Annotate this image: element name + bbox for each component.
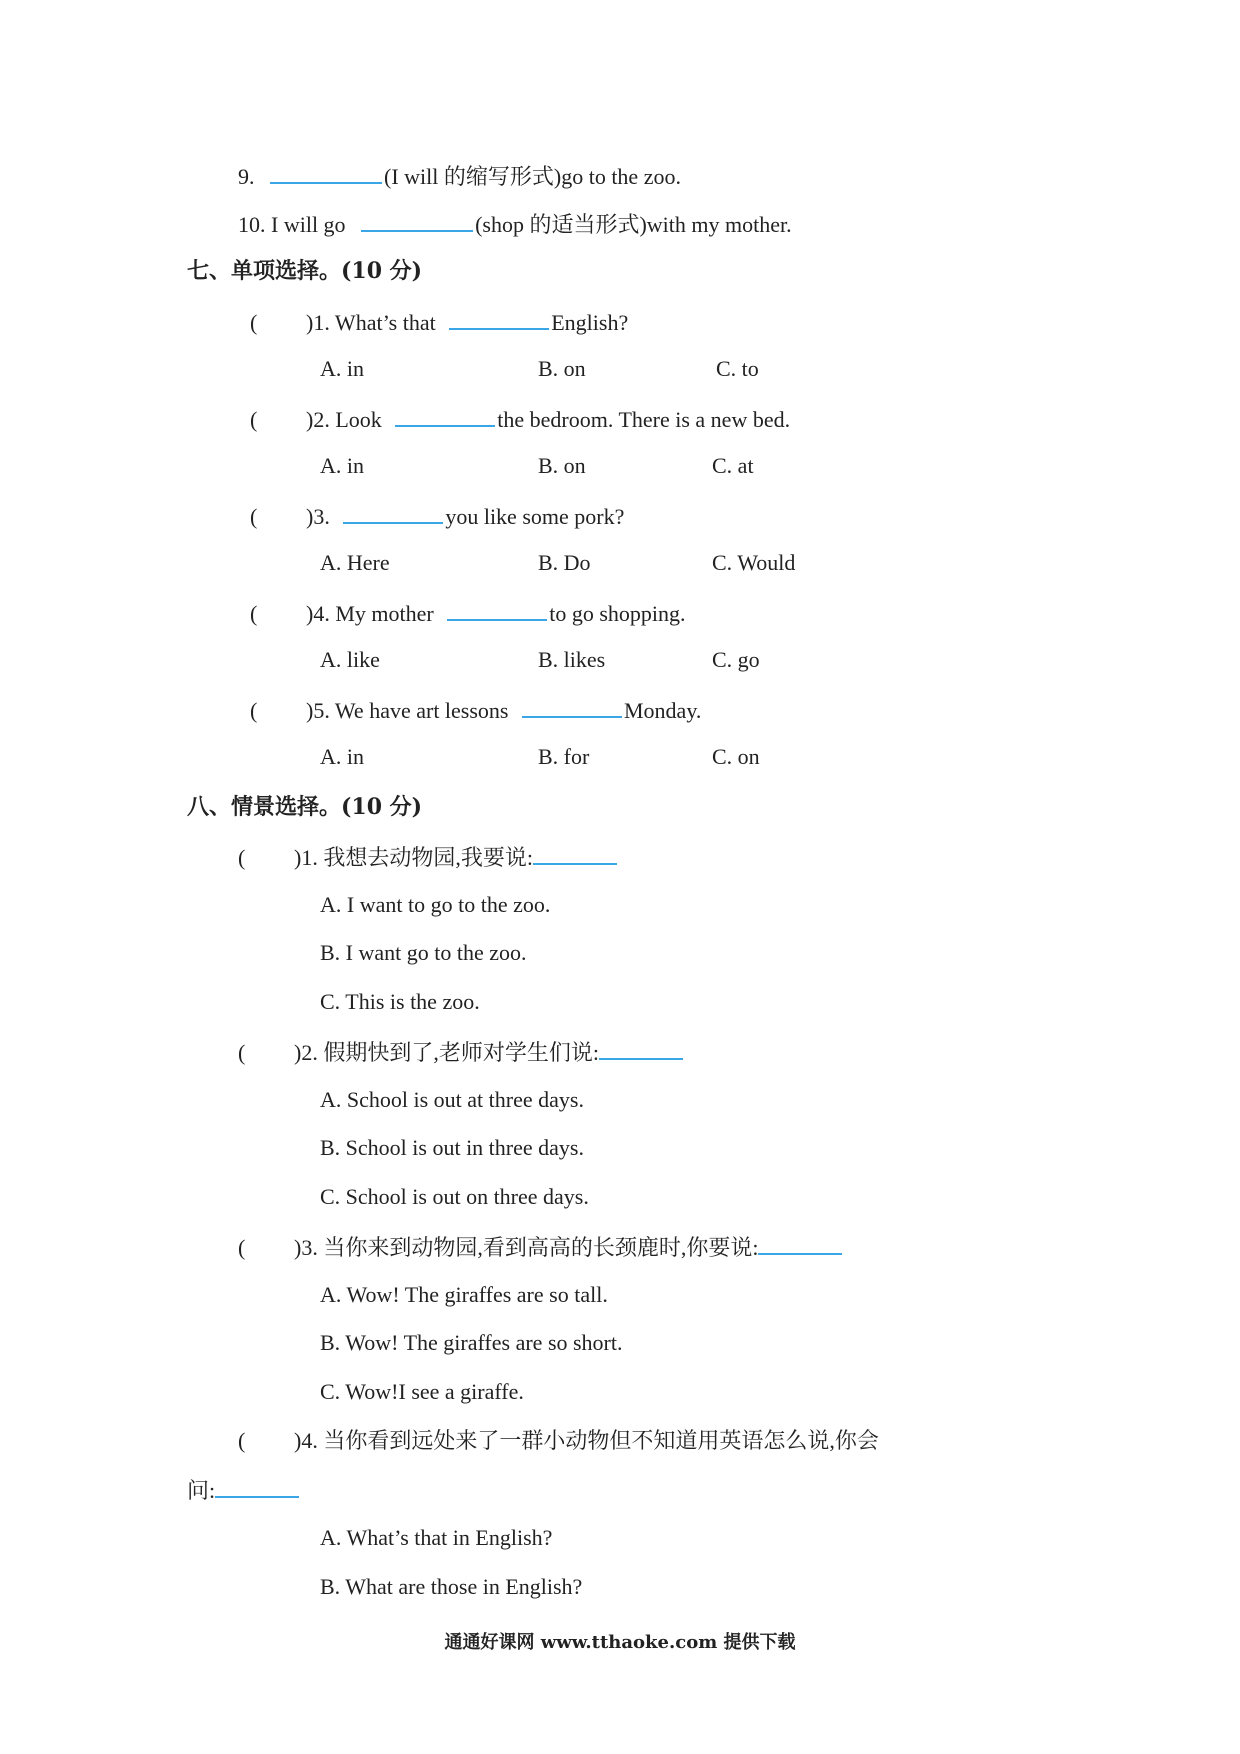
s8-question-3: ( )3. 当你来到动物园,看到高高的长颈鹿时,你要说: bbox=[238, 1231, 842, 1263]
answer-paren[interactable]: ( bbox=[238, 1040, 246, 1065]
answer-blank[interactable] bbox=[270, 160, 382, 184]
answer-paren[interactable]: ( bbox=[238, 845, 246, 870]
answer-blank[interactable] bbox=[361, 208, 473, 232]
s7-question-3: ( )3. you like some pork? bbox=[250, 500, 624, 532]
option-b: B. What are those in English? bbox=[320, 1574, 583, 1599]
answer-blank[interactable] bbox=[395, 403, 495, 427]
option-a: A. School is out at three days. bbox=[320, 1087, 584, 1112]
answer-blank[interactable] bbox=[599, 1036, 683, 1060]
fill-item-9 bbox=[238, 160, 681, 192]
option-c: C. go bbox=[712, 647, 760, 672]
s7-question-1: ( )1. What’s that English? bbox=[250, 306, 628, 338]
option-c: C. Wow!I see a giraffe. bbox=[320, 1379, 524, 1404]
option-b: B. Do bbox=[538, 550, 591, 575]
option-c: C. on bbox=[712, 744, 760, 769]
section-8-title: 八、情景选择。(10 分) bbox=[187, 794, 423, 820]
answer-blank[interactable] bbox=[758, 1231, 842, 1255]
s8-question-1: ( )1. 我想去动物园,我要说: bbox=[238, 841, 617, 873]
answer-paren[interactable]: ( bbox=[238, 1235, 246, 1260]
option-c: C. This is the zoo. bbox=[320, 989, 480, 1014]
answer-blank[interactable] bbox=[215, 1474, 299, 1498]
s7-question-4: ( )4. My mother to go shopping. bbox=[250, 597, 686, 629]
option-b: B. School is out in three days. bbox=[320, 1135, 584, 1160]
answer-blank[interactable] bbox=[522, 694, 622, 718]
s7-question-2: ( )2. Look the bedroom. There is a new bed. bbox=[250, 403, 790, 435]
s8-question-2: ( )2. 假期快到了,老师对学生们说: bbox=[238, 1036, 683, 1068]
answer-paren[interactable]: ( bbox=[250, 310, 258, 335]
option-b: B. likes bbox=[538, 647, 606, 672]
fill-item-10 bbox=[238, 208, 792, 240]
s8-question-4: ( )4. 当你看到远处来了一群小动物但不知道用英语怎么说,你会 bbox=[238, 1426, 879, 1456]
option-a: A. Wow! The giraffes are so tall. bbox=[320, 1282, 608, 1307]
option-a: A. in bbox=[320, 453, 364, 478]
option-b: B. on bbox=[538, 453, 586, 478]
item-number: 9. bbox=[238, 164, 255, 189]
section-7-title: 七、单项选择。(10 分) bbox=[187, 258, 423, 284]
option-b: B. for bbox=[538, 744, 590, 769]
answer-blank[interactable] bbox=[533, 841, 617, 865]
option-c: C. School is out on three days. bbox=[320, 1184, 589, 1209]
answer-paren[interactable]: ( bbox=[238, 1428, 246, 1453]
option-a: A. in bbox=[320, 744, 364, 769]
s8-question-4-continued: 问: bbox=[187, 1474, 299, 1506]
option-a: A. like bbox=[320, 647, 380, 672]
option-b: B. I want go to the zoo. bbox=[320, 940, 527, 965]
option-c: C. at bbox=[712, 453, 754, 478]
option-c: C. to bbox=[716, 356, 759, 381]
answer-paren[interactable]: ( bbox=[250, 407, 258, 432]
option-a: A. What’s that in English? bbox=[320, 1525, 553, 1550]
s7-question-5: ( )5. We have art lessons Monday. bbox=[250, 694, 701, 726]
answer-blank[interactable] bbox=[343, 500, 443, 524]
item-text: (I will 的缩写形式)go to the zoo. bbox=[384, 164, 681, 189]
option-b: B. on bbox=[538, 356, 586, 381]
page-footer: 通通好课网 www.tthaoke.com 提供下载 bbox=[444, 1632, 796, 1653]
option-a: A. Here bbox=[320, 550, 390, 575]
answer-blank[interactable] bbox=[447, 597, 547, 621]
answer-blank[interactable] bbox=[449, 306, 549, 330]
option-c: C. Would bbox=[712, 550, 796, 575]
option-b: B. Wow! The giraffes are so short. bbox=[320, 1330, 623, 1355]
answer-paren[interactable]: ( bbox=[250, 601, 258, 626]
option-a: A. in bbox=[320, 356, 364, 381]
answer-paren[interactable]: ( bbox=[250, 504, 258, 529]
option-a: A. I want to go to the zoo. bbox=[320, 892, 551, 917]
item-number: 10. I will go bbox=[238, 212, 346, 237]
item-text: (shop 的适当形式)with my mother. bbox=[475, 212, 792, 237]
answer-paren[interactable]: ( bbox=[250, 698, 258, 723]
